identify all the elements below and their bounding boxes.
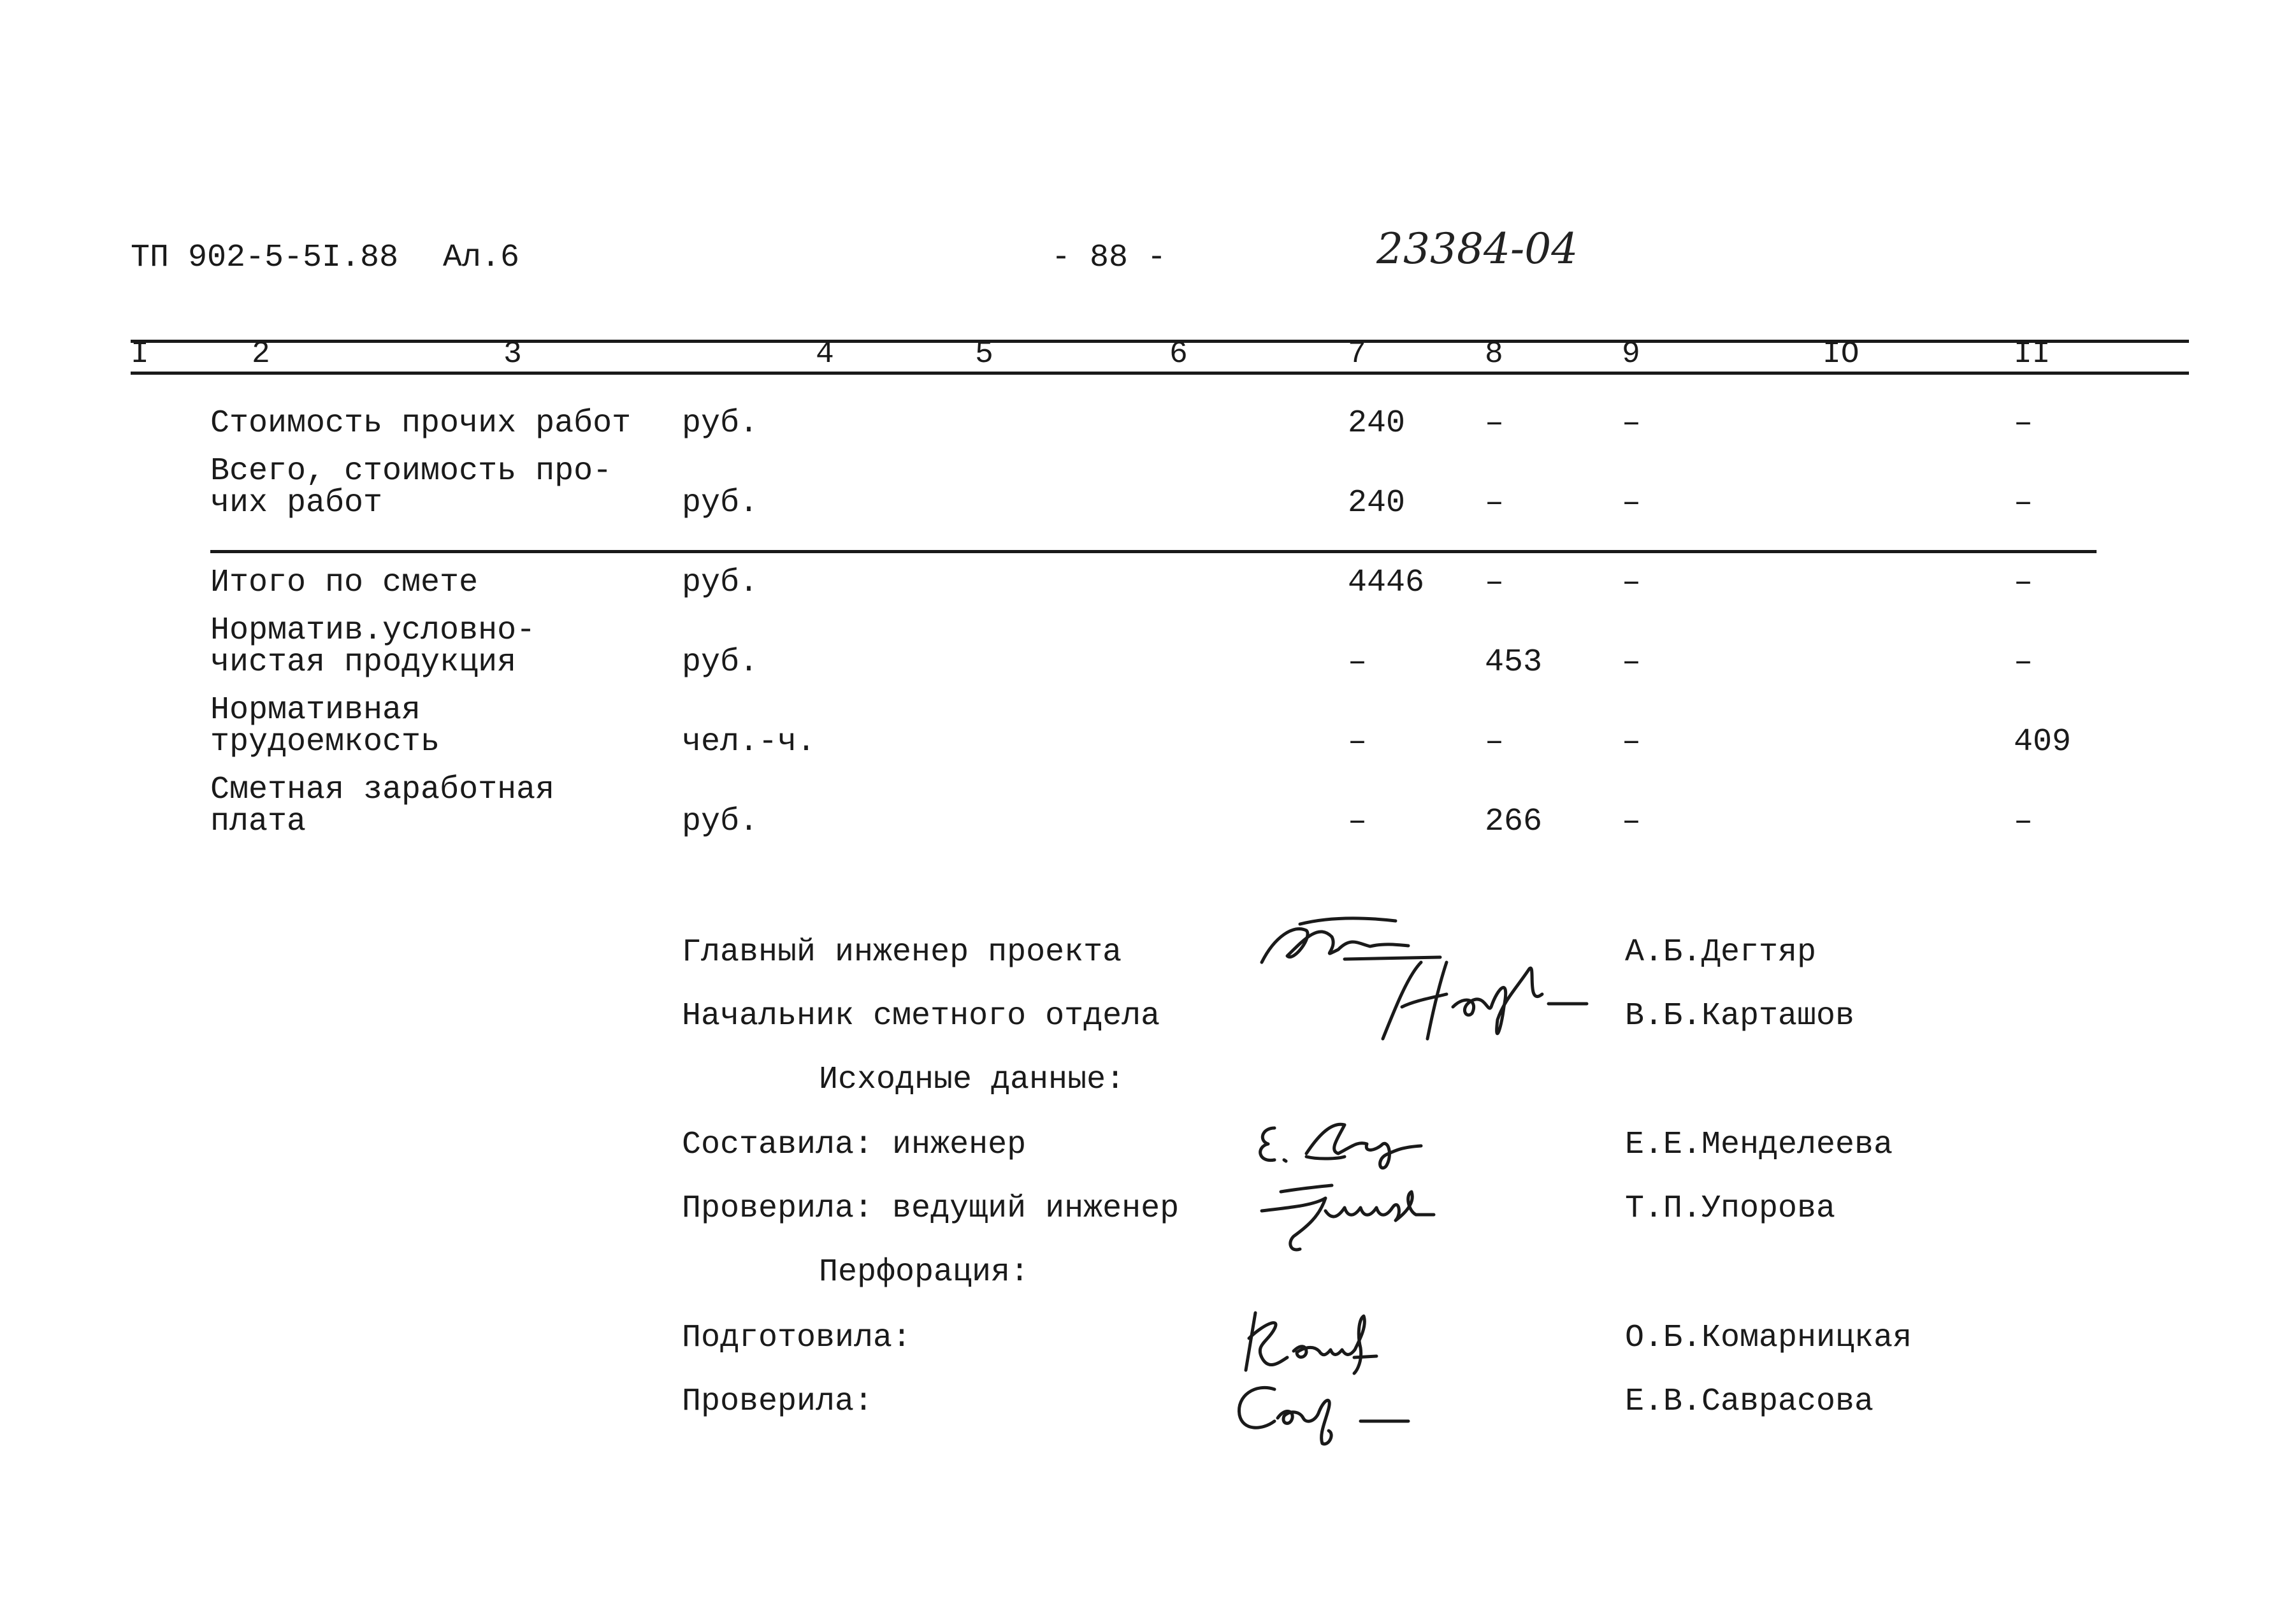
column-number-3: 3 [503, 337, 522, 372]
row-name-line1: Норматив.условно- [210, 612, 536, 649]
column-number-2: 2 [252, 337, 270, 372]
row-unit: руб. [682, 405, 759, 442]
checked-lead-name: Т.П.Упорова [1625, 1190, 1836, 1227]
column-number-5: 5 [975, 337, 993, 372]
row-name-line2: трудоемкость [210, 724, 440, 760]
table-top-rule [131, 340, 2189, 343]
row-name-line1: Всего, стоимость про- [210, 453, 612, 489]
column-number-4: 4 [816, 337, 834, 372]
handwritten-number: 23384-04 [1376, 224, 1578, 273]
row-col9: – [1622, 565, 1642, 601]
row-col9: – [1622, 644, 1642, 681]
column-number-6: 6 [1169, 337, 1188, 372]
album-label: Ал.6 [443, 240, 520, 276]
row-col7: 240 [1348, 485, 1406, 521]
row-col11: – [2014, 644, 2033, 681]
compiled-signature [1249, 1109, 1466, 1179]
subtotal-rule [210, 550, 2097, 553]
row-col9: – [1622, 724, 1642, 760]
row-col9: – [1622, 405, 1642, 442]
row-col11: – [2014, 565, 2033, 601]
row-col7: 4446 [1348, 565, 1425, 601]
row-col11: – [2014, 485, 2033, 521]
row-unit: руб. [682, 644, 759, 681]
row-col9: – [1622, 485, 1642, 521]
row-name-line1: Нормативная [210, 692, 421, 728]
checked-lead-role: Проверила: ведущий инженер [682, 1190, 1180, 1227]
row-unit: руб. [682, 804, 759, 840]
checked-name: Е.В.Саврасова [1625, 1384, 1874, 1420]
column-number-7: 7 [1348, 337, 1366, 372]
row-col11: – [2014, 804, 2033, 840]
row-col11: – [2014, 405, 2033, 442]
row-name-line2: плата [210, 804, 307, 840]
row-name: Итого по смете [210, 565, 479, 601]
column-number-9: 9 [1622, 337, 1640, 372]
column-number-10: IO [1823, 337, 1859, 372]
compiled-role: Составила: инженер [682, 1127, 1027, 1163]
table-header-rule [131, 372, 2189, 375]
checked-role: Проверила: [682, 1384, 874, 1420]
estimate-head-role: Начальник сметного отдела [682, 998, 1160, 1034]
row-col8: – [1485, 405, 1505, 442]
prepared-role: Подготовила: [682, 1320, 912, 1356]
row-name: Стоимость прочих работ [210, 405, 632, 442]
row-col7: – [1348, 724, 1368, 760]
row-name-line1: Сметная заработная [210, 772, 555, 808]
column-number-11: II [2014, 337, 2051, 372]
column-number-8: 8 [1485, 337, 1503, 372]
page-number: - 88 - [1051, 240, 1167, 276]
prepared-name: О.Б.Комарницкая [1625, 1320, 1912, 1356]
row-unit: чел.-ч. [682, 724, 816, 760]
row-col8: 453 [1485, 644, 1543, 681]
row-col8: 266 [1485, 804, 1543, 840]
column-number-1: I [131, 337, 149, 372]
row-col7: – [1348, 644, 1368, 681]
row-col11: 409 [2014, 724, 2072, 760]
estimate-head-name: В.Б.Карташов [1625, 998, 1855, 1034]
row-unit: руб. [682, 565, 759, 601]
row-unit: руб. [682, 485, 759, 521]
chief-engineer-name: А.Б.Дегтяр [1625, 934, 1817, 971]
row-col7: – [1348, 804, 1368, 840]
document-code: ТП 902-5-5I.88 [131, 240, 399, 276]
row-col8: – [1485, 724, 1505, 760]
perforation-heading: Перфорация: [819, 1254, 1030, 1291]
row-col7: 240 [1348, 405, 1406, 442]
checked-signature [1224, 1370, 1427, 1453]
chief-engineer-role: Главный инженер проекта [682, 934, 1122, 971]
row-name-line2: чих работ [210, 485, 383, 521]
row-col8: – [1485, 485, 1505, 521]
row-col9: – [1622, 804, 1642, 840]
compiled-name: Е.Е.Менделеева [1625, 1127, 1893, 1163]
row-col8: – [1485, 565, 1505, 601]
source-data-heading: Исходные данные: [819, 1062, 1125, 1098]
checked-lead-signature [1249, 1173, 1466, 1268]
row-name-line2: чистая продукция [210, 644, 517, 681]
estimate-head-signature [1376, 937, 1606, 1052]
